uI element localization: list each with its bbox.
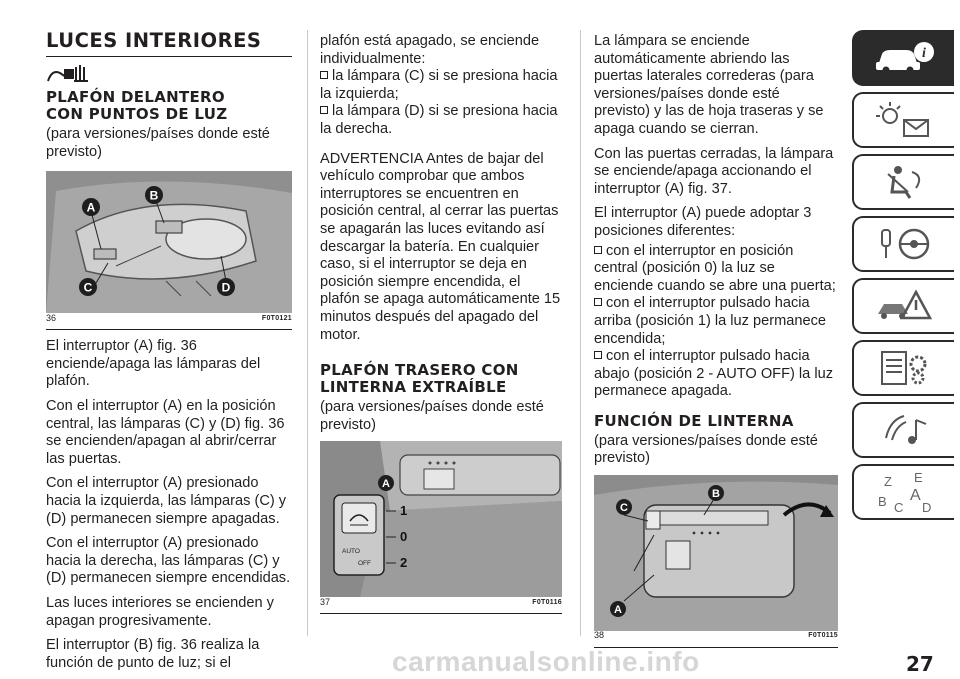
bullet-square-icon	[594, 351, 602, 359]
label-a: A	[382, 478, 390, 491]
car-info-icon	[872, 40, 936, 76]
paragraph: El interruptor (B) fig. 36 realiza la función de punto de luz; si el	[46, 637, 260, 671]
figure-36	[46, 171, 292, 330]
auto-text: AUTO	[342, 548, 360, 556]
label-c: C	[83, 280, 93, 295]
svg-text:Z: Z	[884, 474, 892, 489]
key-steering-icon	[872, 224, 936, 264]
front-ceiling-light-illustration	[46, 171, 292, 313]
bullet-square-icon	[594, 246, 602, 254]
paragraph: plafón está apagado, se enciende individualmente:	[320, 33, 540, 67]
paragraph: Con el interruptor (A) en la posición central, las lámparas (C) y (D) fig. 36 se encienden/apagan al abrir/cerrar las puertas.	[46, 397, 285, 467]
flashlight-illustration	[594, 475, 838, 631]
label-d: D	[221, 280, 231, 295]
svg-text:D: D	[922, 500, 932, 514]
rear-light-switch-illustration	[320, 441, 562, 597]
paragraph: Con las puertas cerradas, la lámpara se enciende/apaga accionando el interruptor (A) fig. 37.	[594, 145, 834, 197]
figure-code: F0T0116	[532, 598, 562, 606]
title-rule	[46, 56, 292, 57]
label-position-0: 0	[400, 529, 408, 545]
column-2	[320, 33, 562, 622]
label-a: A	[86, 200, 96, 215]
paragraph: La lámpara se enciende automáticamente abriendo las puertas laterales correderas (para versiones/países donde esté previsto) y las de hoja traseras y se apaga cuando se cierran.	[594, 33, 824, 137]
paragraph: El interruptor (A) fig. 36 enciende/apaga las lámparas del plafón.	[46, 338, 261, 390]
label-b: B	[149, 188, 159, 203]
label-a: A	[614, 604, 622, 617]
label-c: C	[620, 502, 628, 515]
section-heading-front-light: PLAFÓN DELANTERO CON PUNTOS DE LUZ	[46, 88, 228, 123]
tab-emergency[interactable]	[852, 278, 954, 334]
tab-lights[interactable]	[852, 92, 954, 148]
warning-paragraph: ADVERTENCIA Antes de bajar del vehículo comprobar que ambos interruptores se encuentren en posición central, al cerrar las puertas se apagarán las luces evitando así descargar la batería. En cualquier caso, si el interruptor se deja en posición siempre encendida, el plafón se apaga automáticamente 15 minutos después del apagado del motor.	[320, 150, 561, 343]
label-position-1: 1	[400, 503, 408, 519]
bullet-item: la lámpara (C) si se presiona hacia la izquierda;	[320, 68, 558, 102]
label-b: B	[712, 488, 720, 501]
figure-38	[594, 475, 838, 648]
bullet-square-icon	[320, 71, 328, 79]
column-3	[594, 33, 838, 656]
page-number: 27	[906, 652, 934, 676]
watermark: carmanualsonline.info	[392, 646, 700, 677]
paragraph: Con el interruptor (A) presionado hacia la derecha, las lámparas (C) y (D) permanecen siempre encendidas.	[46, 535, 291, 587]
tab-safety[interactable]	[852, 154, 954, 210]
checklist-gears-icon	[872, 348, 936, 388]
tab-index[interactable]	[852, 464, 954, 520]
alphabet-index-icon	[872, 470, 936, 514]
bullet-square-icon	[320, 106, 328, 114]
figure-number: 36	[46, 312, 57, 323]
column-1	[46, 30, 292, 679]
section-subtitle: (para versiones/países donde esté previsto)	[46, 126, 270, 160]
section-heading-flashlight: FUNCIÓN DE LINTERNA	[594, 411, 794, 430]
page-title: LUCES INTERIORES	[46, 29, 262, 52]
label-position-2: 2	[400, 555, 408, 571]
figure-37	[320, 441, 562, 614]
svg-text:E: E	[914, 470, 923, 485]
bullet-item: la lámpara (D) si se presiona hacia la derecha.	[320, 103, 558, 137]
figure-code: F0T0121	[261, 314, 292, 322]
svg-text:C: C	[894, 500, 904, 514]
seat-airbag-icon	[872, 162, 936, 202]
column-divider-1	[307, 30, 308, 636]
figure-number: 38	[594, 630, 605, 641]
svg-text:A: A	[910, 487, 921, 504]
tab-vehicle-info[interactable]	[852, 30, 954, 86]
music-phone-icon	[872, 410, 936, 450]
figure-code: F0T0115	[808, 632, 838, 640]
tab-starting-driving[interactable]	[852, 216, 954, 272]
tab-maintenance[interactable]	[852, 340, 954, 396]
off-text: OFF	[358, 560, 371, 568]
bullet-item: con el interruptor pulsado hacia abajo (posición 2 - AUTO OFF) la luz permanece apagada.	[594, 348, 833, 400]
section-subtitle: (para versiones/países donde esté previsto)	[594, 432, 818, 467]
paragraph: El interruptor (A) puede adoptar 3 posiciones diferentes:	[594, 205, 812, 239]
section-heading-rear-light: PLAFÓN TRASERO CON LINTERNA EXTRAÍBLE	[320, 361, 519, 397]
chapter-tabs	[852, 30, 960, 526]
dashboard-lights-icon	[872, 100, 936, 140]
bullet-item: con el interruptor en posición central (posición 0) la luz se enciende cuando se abre una puerta;	[594, 242, 836, 294]
bullet-item: con el interruptor pulsado hacia arriba (posición 1) la luz permanece encendida;	[594, 295, 826, 347]
section-subtitle: (para versiones/países donde esté previsto)	[320, 399, 544, 433]
paragraph: Con el interruptor (A) presionado hacia la izquierda, las lámparas (C) y (D) permanecen siempre apagadas.	[46, 475, 287, 527]
svg-text:B: B	[878, 494, 887, 509]
bullet-square-icon	[594, 298, 602, 306]
svg-text:i: i	[922, 46, 926, 61]
figure-number: 37	[320, 596, 331, 607]
interior-light-icon	[46, 63, 292, 85]
paragraph: Las luces interiores se encienden y apagan progresivamente.	[46, 594, 274, 629]
column-divider-2	[580, 30, 581, 636]
tab-multimedia[interactable]	[852, 402, 954, 458]
warning-triangle-icon	[872, 286, 936, 326]
